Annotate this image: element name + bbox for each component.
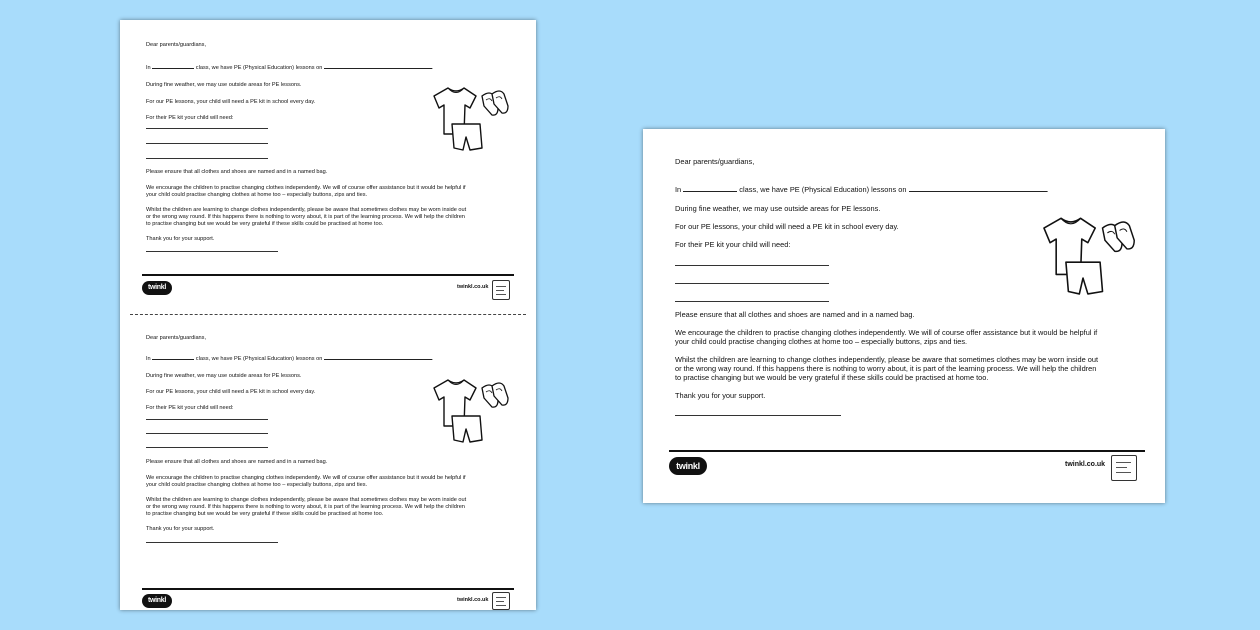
kit-answer-line <box>146 447 268 448</box>
quality-badge-icon <box>492 592 510 610</box>
greeting: Dear parents/guardians, <box>675 157 755 166</box>
whilst-text-3: to practise changing but we would be very grateful if these skills could be practised at home too. <box>146 511 384 517</box>
site-url: twinkl.co.uk <box>457 284 489 290</box>
class-line <box>675 185 1049 194</box>
quality-badge-icon <box>1111 455 1137 481</box>
line-in: In <box>675 185 682 194</box>
encourage-text-1: We encourage the children to practise changing clothes independently. We will of course offer assistance but it would be helpful if <box>675 328 1098 337</box>
need-text: For their PE kit your child will need: <box>146 115 234 121</box>
thanks-text: Thank you for your support. <box>146 236 215 242</box>
need-text: For their PE kit your child will need: <box>146 405 234 411</box>
weather-text: During fine weather, we may use outside areas for PE lessons. <box>146 373 302 379</box>
ensure-text: Please ensure that all clothes and shoes are named and in a named bag. <box>146 169 328 175</box>
encourage-text-2: your child could practise changing clothes at home too – especially buttons, zips and ties. <box>675 337 968 346</box>
line-class: class, we have PE (Physical Education) lessons on <box>195 356 323 362</box>
kit-answer-line <box>675 301 829 302</box>
ensure-text: Please ensure that all clothes and shoes are named and in a named bag. <box>146 459 328 465</box>
footer-rule <box>669 450 1145 452</box>
site-url: twinkl.co.uk <box>1065 461 1106 468</box>
line-end: . <box>1046 185 1049 194</box>
whilst-text-1: Whilst the children are learning to change clothes independently, please be aware that sometimes clothes may be worn inside out <box>146 207 467 213</box>
letter-top <box>120 20 536 320</box>
class-line <box>146 65 433 72</box>
whilst-text-2: or the wrong way round. If this happens there is nothing to worry about, it is part of the learning process. We will help the children <box>675 364 1097 373</box>
class-name-blank <box>152 359 194 360</box>
lesson-day-blank <box>324 359 432 360</box>
kit-answer-line <box>146 419 268 420</box>
line-class: class, we have PE (Physical Education) lessons on <box>195 65 323 71</box>
pe-kit-icon <box>1025 211 1141 311</box>
twinkl-logo: twinkl <box>142 594 172 608</box>
signature-line <box>675 415 841 416</box>
whilst-text-2: or the wrong way round. If this happens there is nothing to worry about, it is part of the learning process. We will help the children <box>146 504 465 510</box>
ensure-text: Please ensure that all clothes and shoes are named and in a named bag. <box>675 310 915 319</box>
whilst-text-1: Whilst the children are learning to change clothes independently, please be aware that sometimes clothes may be worn inside out <box>675 355 1099 364</box>
footer-rule <box>142 588 514 590</box>
greeting: Dear parents/guardians, <box>146 42 207 48</box>
kit-answer-line <box>146 143 268 144</box>
line-end: . <box>431 65 434 71</box>
whilst-text-3: to practise changing but we would be very grateful if these skills could be practised at home too. <box>675 373 989 382</box>
thanks-text: Thank you for your support. <box>146 526 215 532</box>
kit-answer-line <box>146 433 268 434</box>
cut-line <box>130 314 526 315</box>
thanks-text: Thank you for your support. <box>675 391 766 400</box>
line-class: class, we have PE (Physical Education) lessons on <box>739 185 907 194</box>
need-text: For their PE kit your child will need: <box>675 240 791 249</box>
kit-answer-line <box>146 158 268 159</box>
quality-badge-icon <box>492 280 510 300</box>
kit-answer-line <box>675 283 829 284</box>
whilst-text-3: to practise changing but we would be very grateful if these skills could be practised at home too. <box>146 221 384 227</box>
footer-rule <box>142 274 514 276</box>
class-name-blank <box>683 191 737 192</box>
twinkl-logo: twinkl <box>669 457 707 475</box>
encourage-text-2: your child could practise changing clothes at home too – especially buttons, zips and ties. <box>146 482 368 488</box>
kit-text: For our PE lessons, your child will need a PE kit in school every day. <box>146 99 316 105</box>
pe-kit-icon <box>420 82 512 164</box>
class-name-blank <box>152 68 194 69</box>
weather-text: During fine weather, we may use outside areas for PE lessons. <box>675 204 881 213</box>
class-line <box>146 356 433 363</box>
kit-answer-line <box>675 265 829 266</box>
lesson-day-blank <box>324 68 432 69</box>
weather-text: During fine weather, we may use outside areas for PE lessons. <box>146 82 302 88</box>
greeting: Dear parents/guardians, <box>146 335 207 341</box>
kit-answer-line <box>146 128 268 129</box>
whilst-text-2: or the wrong way round. If this happens there is nothing to worry about, it is part of the learning process. We will help the children <box>146 214 465 220</box>
line-end: . <box>431 356 434 362</box>
twinkl-logo: twinkl <box>142 281 172 295</box>
whilst-text-1: Whilst the children are learning to change clothes independently, please be aware that sometimes clothes may be worn inside out <box>146 497 467 503</box>
kit-text: For our PE lessons, your child will need a PE kit in school every day. <box>146 389 316 395</box>
encourage-text-2: your child could practise changing clothes at home too – especially buttons, zips and ties. <box>146 192 368 198</box>
letter-bottom <box>120 316 536 610</box>
pe-kit-icon <box>420 374 512 456</box>
line-in: In <box>146 356 151 362</box>
site-url: twinkl.co.uk <box>457 597 489 603</box>
kit-text: For our PE lessons, your child will need a PE kit in school every day. <box>675 222 899 231</box>
signature-line <box>146 251 278 252</box>
encourage-text-1: We encourage the children to practise changing clothes independently. We will of course offer assistance but it would be helpful if <box>146 185 466 191</box>
line-in: In <box>146 65 151 71</box>
letter-single <box>643 129 1165 503</box>
encourage-text-1: We encourage the children to practise changing clothes independently. We will of course offer assistance but it would be helpful if <box>146 475 466 481</box>
lesson-day-blank <box>909 191 1047 192</box>
worksheet-page-two-up <box>120 20 536 610</box>
signature-line <box>146 542 278 543</box>
worksheet-page-single <box>643 129 1165 503</box>
